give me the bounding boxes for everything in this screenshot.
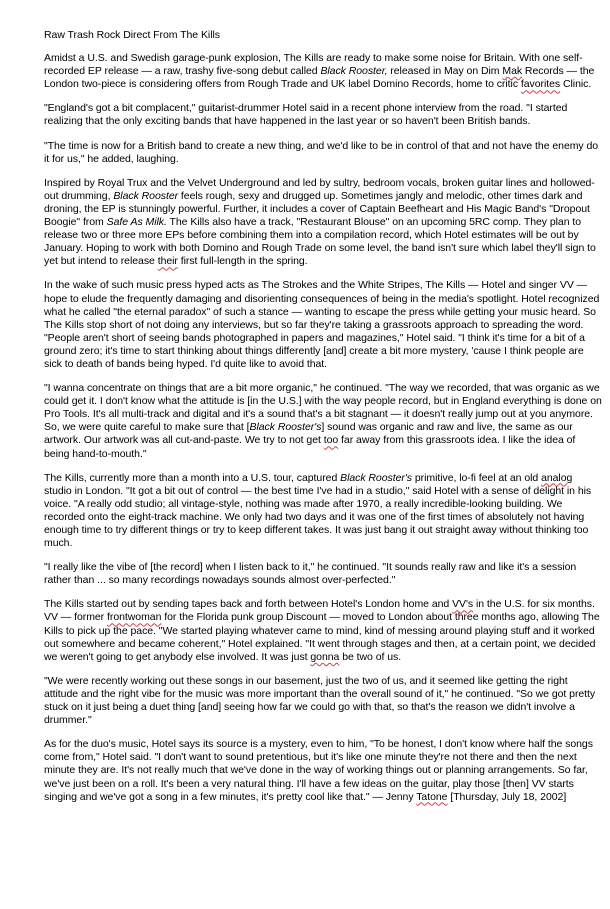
paragraph-text: far away from this grassroots idea. I like the idea of being hand-to-mouth." [44, 434, 576, 460]
spellcheck-flagged-word: their [157, 255, 178, 268]
article-paragraph [44, 140, 602, 166]
article-paragraph [44, 177, 602, 269]
paragraph-text: primitive, lo-fi feel at an old [411, 471, 542, 484]
paragraph-text: As for the duo's music, Hotel says its source is a mystery, even to him, "To be honest, I don't know where half the songs come from," Hotel said. "I don't want to sound pretentious, but it's like one minute they're not there and then the next minute they are. It's not really much that we've done in the way of working things out or planning arrangements. So far, we've just been on a roll. It's been a very natural thing. I'll have a few ideas on the guitar, play those [then] VV starts singing and we've got a song in a few minutes, it's pretty cool like that." — Jenny [44, 738, 593, 803]
paragraph-text: In the wake of such music press hyped acts as The Strokes and the White Stripes, The Kills — Hotel and singer VV — hope to elude the frequently damaging and disorienting consequences of being in the media's spotlight. Hotel recognized what he called "the eternal paradox" of such a stance — wanting to escape the press while getting your music heard. So The Kills stop short of not doing any interviews, but so far they're taking a grassroots approach to spreading the word. "People aren't short of seeing bands photographed in papers and magazines," Hotel said. "I think it's time for a bit of a ground zero; it's time to start thinking about things differently [and] create a bit more mystery, 'cause I think people are sick to death of bands being hyped. I'd quite like to avoid that. [44, 279, 600, 370]
article-paragraph [44, 561, 602, 587]
paragraph-text: Inspired by Royal Trux and the Velvet Underground and led by sultry, bedroom vocals, broken guitar lines and hollowed-out drumming, [44, 176, 595, 202]
paragraph-text: Clinic. [560, 78, 592, 91]
paragraph-text: for the Florida punk group Discount — moved to London about three months ago, allowing The Kills to pick up the pace. "We started playing whatever came to mind, kind of messing around playing stuff and it worked out somewhere and became coherent," Hotel explained. "It went through stages and then, at a certain point, we decided we weren't going to get anybody else involved. It was just [44, 611, 600, 663]
spellcheck-flagged-word: favorites [520, 78, 561, 91]
paragraph-text: Amidst a U.S. and Swedish garage-punk explosion, The Kills are ready to make some noise for Britain. With one self-recorded EP release — a raw, trashy five-song debut called [44, 52, 583, 78]
paragraph-text: "The time is now for a British band to create a new thing, and we'd like to be in control of that and not have the enemy do it for us," he added, laughing. [44, 139, 599, 165]
article-paragraph [44, 382, 602, 461]
spellcheck-flagged-word: too [323, 434, 339, 447]
article-paragraph [44, 675, 602, 727]
article-paragraph [44, 738, 602, 803]
spellcheck-flagged-word: Mak [502, 65, 523, 78]
paragraph-text: feels rough, sexy and drugged up. Sometimes jangly and melodic, other times dark and droning, the EP is stunningly powerful. Further, it includes a cover of Captain Beefheart and His Magic Band's "Dropout Boogie" from [44, 189, 590, 229]
paragraph-text: "England's got a bit complacent," guitarist-drummer Hotel said in a recent phone interview from the road. "I started realizing that the only exciting bands that have happened in the last year or so haven't been British bands. [44, 102, 568, 128]
paragraph-text: "We were recently working out these songs in our basement, just the two of us, and it seemed like getting the right attitude and the right vibe for the music was more important than the overall sound of it," he continued. "So we got pretty stuck on it just being a duet thing [and] seeing how far we could go with that, so that's the reason we didn't involve a drummer." [44, 674, 596, 727]
article-title: Raw Trash Rock Direct From The Kills [44, 29, 220, 41]
paragraph-text: [Thursday, July 18, 2002] [447, 790, 567, 803]
article-paragraph [44, 279, 602, 371]
paragraph-text: "I really like the vibe of [the record] when I listen back to it," he continued. "It sounds really raw and like it's a session rather than ... so many recordings nowadays sounds almost over-perfected." [44, 561, 577, 587]
article-paragraph [44, 102, 602, 128]
paragraph-text: first full-length in the spring. [177, 255, 308, 268]
paragraph-text: released in May on Dim [387, 65, 503, 78]
italic-title-text: Black Rooster [113, 189, 179, 202]
paragraph-text: be two of us. [339, 650, 402, 663]
spellcheck-flagged-word: analog [541, 471, 573, 484]
paragraph-text: ] sound was organic and raw and live, the same as our artwork. Our artwork was all cut-and-paste. We try to not get [44, 421, 573, 447]
spellcheck-flagged-word: Tatone [416, 790, 448, 803]
italic-title-text: Black Rooster, [320, 65, 388, 78]
paragraph-text: Records — the London two-piece is considering offers from Rough Trade and UK label Domino Records, home to critic [44, 65, 595, 91]
italic-title-text: Black Rooster's [340, 471, 412, 484]
article-paragraph [44, 598, 602, 663]
article-body [44, 52, 602, 804]
article-paragraph [44, 472, 602, 551]
paragraph-text: "I wanna concentrate on things that are a bit more organic," he continued. "The way we recorded, that was organic as we could get it. I don't know what the attitude is [in the U.S.] with the way people record, but in England everything is done on Pro Tools. It's all multi-track and digital and it's a sound that's a bit stagnant — it doesn't really jump out at you anymore. So, we were quite careful to make sure that [ [44, 382, 602, 434]
paragraph-text: The Kills started out by sending tapes back and forth between Hotel's London home and [44, 598, 453, 611]
spellcheck-flagged-word: VV's [452, 598, 474, 611]
paragraph-text: The Kills, currently more than a month into a U.S. tour, captured [44, 471, 341, 484]
spellcheck-flagged-word: gonna [310, 650, 340, 663]
spellcheck-flagged-word: frontwoman [107, 611, 162, 624]
italic-title-text: Safe As Milk. [106, 216, 167, 229]
paragraph-text: in the U.S. for six months. VV — former [44, 598, 595, 624]
article-paragraph [44, 52, 602, 91]
paragraph-text: The Kills also have a track, "Restaurant Blouse" on an upcoming 5RC comp. They plan to release two or three more EPs before combining them into a compilation record, which Hotel estimates will be out by January. Hoping to work with both Domino and Rough Trade on some level, the band isn't sure which label they'll sign to yet but intend to release [44, 216, 596, 268]
paragraph-text: studio in London. "It got a bit out of control — the best time I've had in a studio," said Hotel with a sense of delight in his voice. "A really odd studio; all vintage-style, nothing was made after 1970, a really incredible-looking building. We recorded onto the eight-track machine. We only had two days and it was one of the first times of absolutely not having enough time to try different things or try to keep different takes. It was just bang it out straight away without thinking too much. [44, 484, 592, 550]
italic-title-text: Black Rooster's [249, 421, 322, 434]
